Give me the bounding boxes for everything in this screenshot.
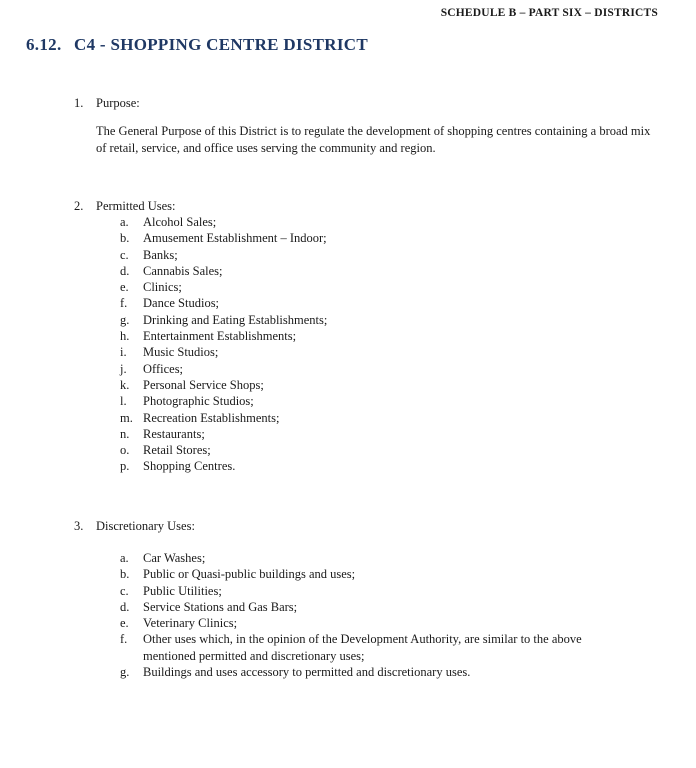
list-item-marker: a.: [120, 215, 129, 229]
list-item-text: Drinking and Eating Establishments;: [143, 312, 328, 327]
list-item: [120, 410, 613, 426]
list-item-text: Entertainment Establishments;: [143, 329, 297, 344]
list-item-marker: j.: [120, 361, 127, 376]
list-item-text: Restaurants;: [143, 426, 205, 441]
list-item-marker: c.: [120, 247, 129, 262]
list-item-text: Car Washes;: [143, 551, 206, 565]
list-item-text: Offices;: [143, 361, 184, 376]
list-item: [120, 295, 613, 311]
list-item-text: Music Studios;: [143, 345, 219, 360]
list-item-marker: d.: [120, 599, 130, 614]
list-item-marker: k.: [120, 377, 130, 392]
list-item-marker: o.: [120, 443, 130, 458]
list-item-marker: a.: [120, 551, 129, 565]
list-item-text: Veterinary Clinics;: [143, 616, 238, 631]
list-item: [120, 664, 613, 680]
list-item-marker: g.: [120, 312, 130, 327]
section-title: [26, 35, 368, 55]
list-item-text: Public or Quasi-public buildings and uses;: [143, 567, 356, 582]
list-item: [120, 631, 613, 664]
list-item-text: Other uses which, in the opinion of the Development Authority, are similar to the above mentioned permitted and discretionary uses;: [143, 632, 582, 663]
list-item: [120, 247, 613, 263]
section-title-text: C4 - SHOPPING CENTRE DISTRICT: [74, 35, 368, 54]
permitted-heading: Permitted Uses:: [96, 199, 176, 213]
purpose-heading: Purpose:: [96, 96, 140, 110]
list-item: [120, 214, 613, 230]
list-item-text: Buildings and uses accessory to permitted and discretionary uses.: [143, 665, 471, 680]
discretionary-number: 3.: [74, 519, 84, 533]
list-item-text: Personal Service Shops;: [143, 377, 264, 392]
list-item: [120, 393, 613, 409]
list-item: [120, 442, 613, 458]
list-item-marker: f.: [120, 296, 128, 311]
list-item: [120, 583, 613, 599]
list-item-text: Dance Studios;: [143, 296, 220, 311]
list-item: [120, 566, 613, 582]
list-item: [120, 279, 613, 295]
list-item: [120, 344, 613, 360]
permitted-uses-list: [120, 214, 613, 475]
list-item-text: Cannabis Sales;: [143, 263, 223, 278]
list-item-marker: e.: [120, 616, 129, 631]
list-item: [120, 599, 613, 615]
list-item: [120, 230, 613, 246]
list-item-text: Photographic Studios;: [143, 394, 254, 409]
list-item-text: Retail Stores;: [143, 443, 211, 458]
permitted-number: 2.: [74, 199, 84, 213]
list-item-marker: e.: [120, 280, 129, 295]
list-item-text: Clinics;: [143, 280, 182, 295]
list-item-marker: p.: [120, 459, 130, 474]
discretionary-heading: Discretionary Uses:: [96, 519, 195, 533]
list-item-text: Service Stations and Gas Bars;: [143, 599, 298, 614]
list-item-text: Public Utilities;: [143, 583, 222, 598]
list-item-text: Amusement Establishment – Indoor;: [143, 231, 327, 246]
list-item-marker: f.: [120, 632, 128, 647]
list-item: [120, 377, 613, 393]
list-item-marker: g.: [120, 665, 130, 680]
list-item-marker: n.: [120, 426, 130, 441]
list-item-marker: l.: [120, 394, 127, 409]
section-number: 6.12.: [26, 35, 62, 54]
list-item-marker: b.: [120, 231, 130, 246]
list-item-marker: d.: [120, 263, 130, 278]
purpose-section: [74, 96, 656, 157]
list-item-text: Shopping Centres.: [143, 459, 236, 474]
purpose-number: 1.: [74, 96, 84, 110]
list-item: [120, 328, 613, 344]
list-item-marker: b.: [120, 567, 130, 582]
list-item-marker: c.: [120, 583, 129, 598]
running-header: SCHEDULE B – PART SIX – DISTRICTS: [440, 7, 658, 19]
list-item-marker: h.: [120, 329, 130, 344]
discretionary-uses-list: [120, 550, 613, 680]
list-item-marker: m.: [120, 410, 133, 425]
list-item: [120, 615, 613, 631]
list-item-marker: i.: [120, 345, 127, 360]
list-item: [120, 263, 613, 279]
permitted-uses-section: [74, 199, 613, 475]
list-item-text: Recreation Establishments;: [143, 410, 280, 425]
purpose-text: The General Purpose of this District is to regulate the development of shopping centres containing a broad mix of retail, service, and office uses serving the community and region.: [96, 124, 651, 155]
list-item: [120, 312, 613, 328]
list-item: [120, 361, 613, 377]
list-item: [120, 426, 613, 442]
list-item: [120, 458, 613, 474]
list-item: [120, 550, 613, 566]
list-item-text: Alcohol Sales;: [143, 215, 217, 229]
list-item-text: Banks;: [143, 247, 178, 262]
discretionary-uses-section: [74, 519, 613, 680]
